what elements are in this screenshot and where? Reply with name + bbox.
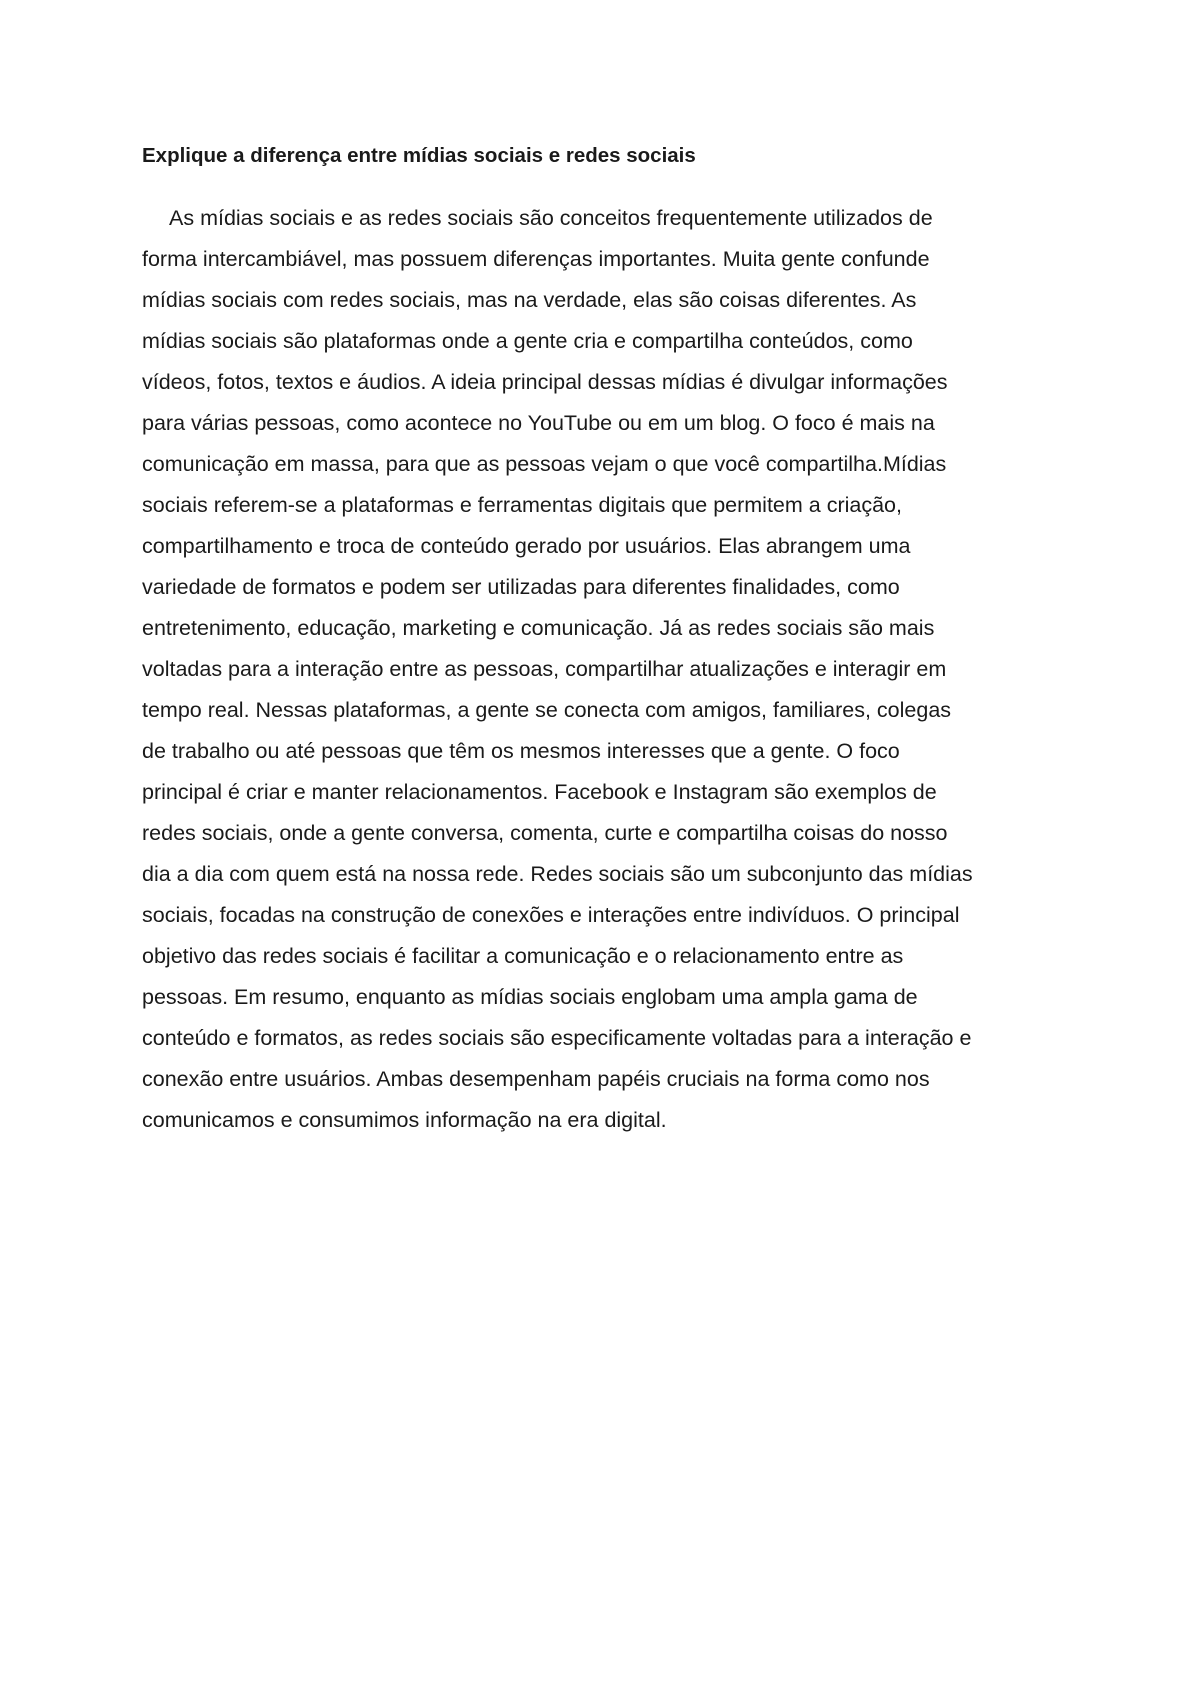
paragraph-line: mídias sociais com redes sociais, mas na verdade, elas são coisas diferentes. As — [142, 288, 917, 312]
paragraph-line: mídias sociais são plataformas onde a gente cria e compartilha conteúdos, como — [142, 329, 913, 353]
paragraph-line: principal é criar e manter relacionamentos. Facebook e Instagram são exemplos de — [142, 780, 937, 804]
body-paragraph — [142, 203, 1142, 1146]
paragraph-line: entretenimento, educação, marketing e comunicação. Já as redes sociais são mais — [142, 616, 935, 640]
paragraph-line: conexão entre usuários. Ambas desempenham papéis cruciais na forma como nos — [142, 1067, 930, 1091]
paragraph-line: sociais referem-se a plataformas e ferramentas digitais que permitem a criação, — [142, 493, 902, 517]
paragraph-line: de trabalho ou até pessoas que têm os mesmos interesses que a gente. O foco — [142, 739, 900, 763]
paragraph-line: pessoas. Em resumo, enquanto as mídias sociais englobam uma ampla gama de — [142, 985, 918, 1009]
paragraph-line: voltadas para a interação entre as pessoas, compartilhar atualizações e interagir em — [142, 657, 947, 681]
paragraph-line: sociais, focadas na construção de conexões e interações entre indivíduos. O principal — [142, 903, 960, 927]
paragraph-line: para várias pessoas, como acontece no YouTube ou em um blog. O foco é mais na — [142, 411, 935, 435]
paragraph-line: tempo real. Nessas plataformas, a gente se conecta com amigos, familiares, colegas — [142, 698, 952, 722]
paragraph-line: objetivo das redes sociais é facilitar a comunicação e o relacionamento entre as — [142, 944, 904, 968]
paragraph-line: conteúdo e formatos, as redes sociais são especificamente voltadas para a interação e — [142, 1026, 972, 1050]
document-title: Explique a diferença entre mídias sociais e redes sociais — [142, 144, 696, 167]
paragraph-line: comunicação em massa, para que as pessoas vejam o que você compartilha.Mídias — [142, 452, 947, 476]
paragraph-line: variedade de formatos e podem ser utilizadas para diferentes finalidades, como — [142, 575, 900, 599]
paragraph-line: As mídias sociais e as redes sociais são conceitos frequentemente utilizados de — [169, 206, 933, 230]
paragraph-line: compartilhamento e troca de conteúdo gerado por usuários. Elas abrangem uma — [142, 534, 911, 558]
paragraph-line: comunicamos e consumimos informação na era digital. — [142, 1108, 667, 1132]
paragraph-line: dia a dia com quem está na nossa rede. Redes sociais são um subconjunto das mídias — [142, 862, 973, 886]
paragraph-line: redes sociais, onde a gente conversa, comenta, curte e compartilha coisas do nosso — [142, 821, 948, 845]
paragraph-line: forma intercambiável, mas possuem diferenças importantes. Muita gente confunde — [142, 247, 930, 271]
paragraph-line: vídeos, fotos, textos e áudios. A ideia principal dessas mídias é divulgar informações — [142, 370, 948, 394]
